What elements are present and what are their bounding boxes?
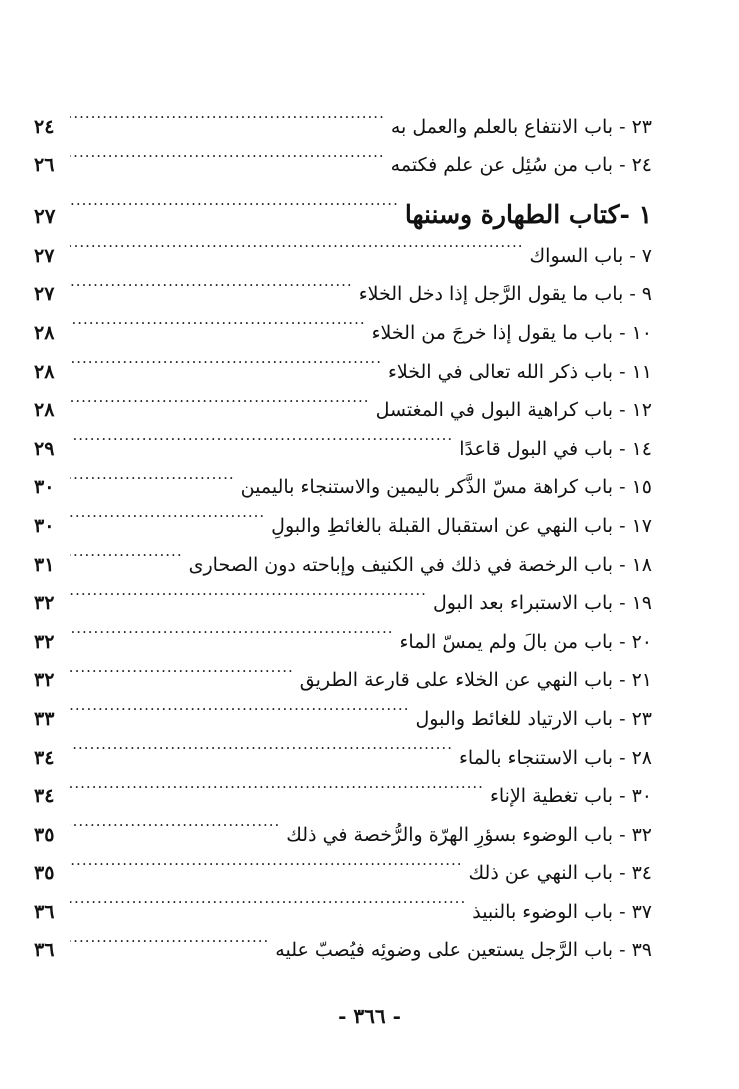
dot-leader xyxy=(70,339,382,378)
toc-entry-title: ٣٩ - باب الرَّجل يستعين على وضوئِه فيُصبّ عليه xyxy=(275,939,652,962)
dot-leader xyxy=(70,609,394,648)
toc-page-number: ٣٠ xyxy=(34,476,55,499)
toc-entry-title: ٢٣ - باب الانتفاع بالعلم والعمل به xyxy=(390,115,652,138)
dot-leader xyxy=(70,300,366,339)
toc-page-number: ٢٩ xyxy=(34,437,55,460)
dot-leader xyxy=(70,725,453,764)
dot-leader xyxy=(70,455,235,494)
toc-page-number: ٢٧ xyxy=(34,283,55,306)
dot-leader xyxy=(70,802,280,841)
toc-entry-title: ١٩ - باب الاستبراء بعد البول xyxy=(432,592,652,615)
dot-leader xyxy=(70,416,453,455)
toc-entry-title: ١٧ - باب النهي عن استقبال القبلة بالغائطِ والبولِ xyxy=(271,514,652,537)
toc-page-number: ٣١ xyxy=(34,553,55,576)
dot-leader xyxy=(70,764,484,803)
toc-page-number: ٢٧ xyxy=(34,204,56,229)
toc-page-number: ٢٨ xyxy=(34,399,55,422)
toc-page-number: ٣٦ xyxy=(34,939,55,962)
toc-entry-title: ١٠ - باب ما يقول إذا خرجَ من الخلاء xyxy=(371,321,652,344)
toc-page-number: ٣٤ xyxy=(34,785,55,808)
toc-entry-title: ١٢ - باب كراهية البول في المغتسل xyxy=(375,399,652,422)
toc-entry-title: ١٥ - باب كراهة مسّ الذَّكر باليمين والاستنجاء باليمين xyxy=(240,476,652,499)
toc-page-number: ٢٦ xyxy=(34,154,55,177)
dot-leader xyxy=(70,493,265,532)
dot-leader xyxy=(70,571,427,610)
dot-leader xyxy=(70,918,269,957)
table-of-contents xyxy=(34,94,652,962)
toc-entry-title: ٢٨ - باب الاستنجاء بالماء xyxy=(458,746,652,769)
dot-leader xyxy=(70,133,385,172)
dot-leader xyxy=(70,177,399,223)
toc-page-number: ٣٠ xyxy=(34,514,55,537)
dot-leader xyxy=(70,223,524,262)
toc-page-number: ٢٨ xyxy=(34,360,55,383)
toc-entry-title: ٢٤ - باب من سُئِل عن علم فكتمه xyxy=(390,154,652,177)
dot-leader xyxy=(70,94,385,133)
dot-leader xyxy=(70,879,466,918)
toc-entry-title: ٢٣ - باب الارتياد للغائط والبول xyxy=(415,707,652,730)
dot-leader xyxy=(70,686,409,725)
toc-entry-title: ١١ - باب ذكر الله تعالى في الخلاء xyxy=(387,360,652,383)
dot-leader xyxy=(70,532,183,571)
toc-entry-title: ٢١ - باب النهي عن الخلاء على قارعة الطريق xyxy=(299,669,652,692)
toc-entry-title: ٣٢ - باب الوضوء بسؤرِ الهرّة والرُّخصة في ذلك xyxy=(286,823,652,846)
toc-entry-title: ٧ - باب السواك xyxy=(529,244,652,267)
toc-page-number: ٣٤ xyxy=(34,746,55,769)
toc-page-number: ٢٨ xyxy=(34,321,55,344)
toc-page-number: ٣٥ xyxy=(34,862,55,885)
dot-leader xyxy=(70,648,294,687)
toc-page-number: ٢٤ xyxy=(34,115,55,138)
toc-entry-title: ٣٠ - باب تغطية الإناء xyxy=(489,785,652,808)
toc-page-number: ٣٢ xyxy=(34,669,55,692)
toc-entry-title: ٣٤ - باب النهي عن ذلك xyxy=(468,862,652,885)
dot-leader xyxy=(70,262,353,301)
toc-page-number: ٣٦ xyxy=(34,900,55,923)
toc-entry-title: ٩ - باب ما يقول الرَّجل إذا دخل الخلاء xyxy=(358,283,652,306)
toc-entry-title: ١٤ - باب في البول قاعدًا xyxy=(459,437,652,460)
toc-entry-title: ١٨ - باب الرخصة في ذلك في الكنيف وإباحته دون الصحارى xyxy=(188,553,652,576)
toc-page-number: ٣٣ xyxy=(34,707,55,730)
page-number-footer: - ٣٦٦ - xyxy=(338,1004,401,1028)
toc-page-number: ٢٧ xyxy=(34,244,55,267)
toc-entry xyxy=(34,94,652,138)
toc-page-number: ٣٥ xyxy=(34,823,55,846)
toc-page-number: ٣٢ xyxy=(34,630,55,653)
toc-page-number: ٣٢ xyxy=(34,592,55,615)
toc-book-title: ١ -كتاب الطهارة وسننها xyxy=(404,200,652,230)
dot-leader xyxy=(70,378,370,417)
toc-entry-title: ٢٠ - باب من بالَ ولم يمسّ الماء xyxy=(399,630,652,653)
toc-entry-title: ٣٧ - باب الوضوء بالنبيذ xyxy=(472,900,652,923)
dot-leader xyxy=(70,841,463,880)
